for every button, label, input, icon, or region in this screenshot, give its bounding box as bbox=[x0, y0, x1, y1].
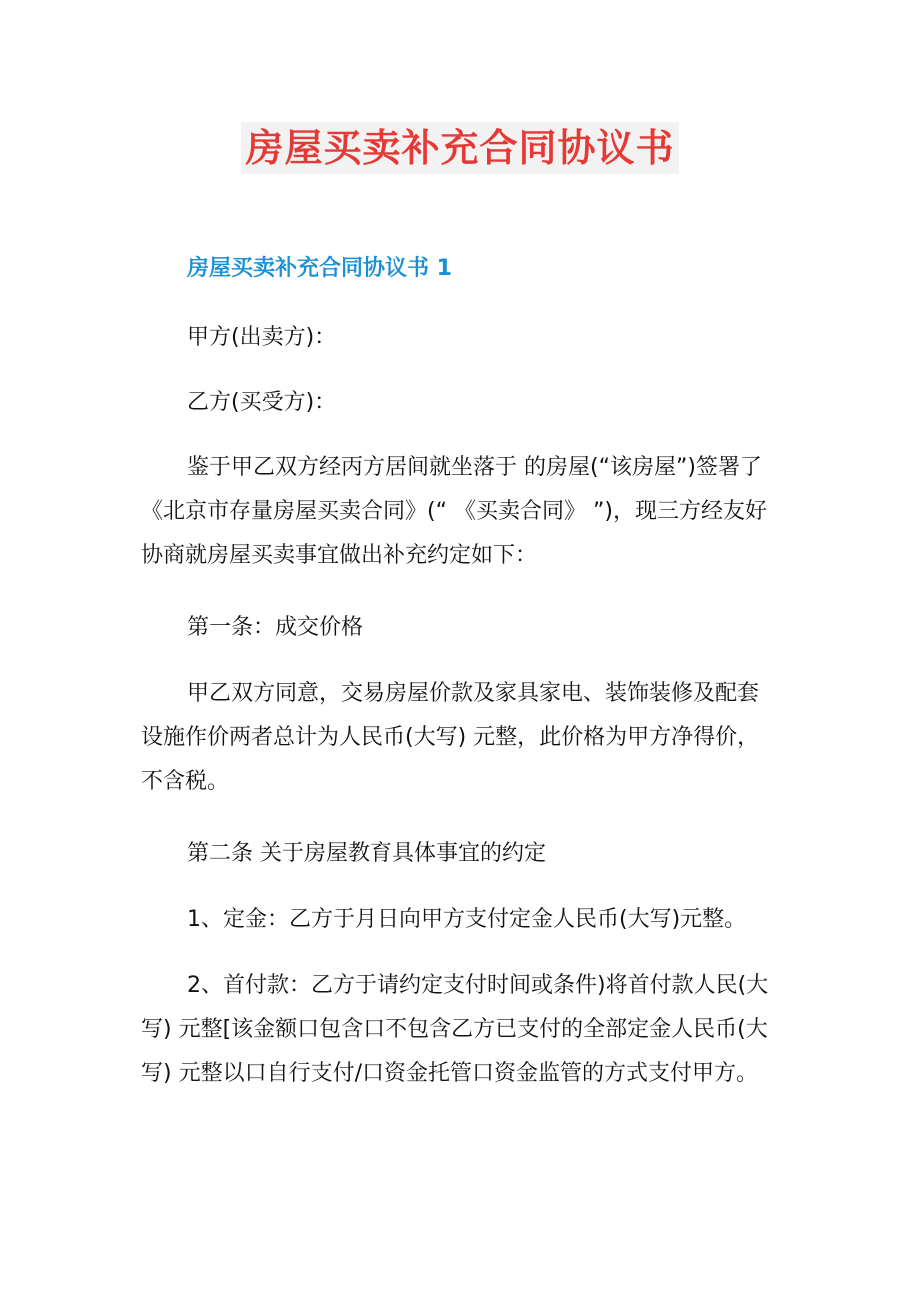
paragraph-article-1-heading: 第一条：成交价格 bbox=[187, 615, 364, 640]
paragraph-article-2-heading: 第二条 关于房屋教育具体事宜的约定 bbox=[187, 841, 546, 866]
paragraph-preamble: 鉴于甲乙双方经丙方居间就坐落于 的房屋(“该房屋”)签署了《北京市存量房屋买卖合同》(“ 《买卖合同》 ”)，现三方经友好协商就房屋买卖事宜做出补充约定如下： bbox=[141, 455, 767, 568]
paragraph-party-b: 乙方(买受方)： bbox=[187, 390, 337, 415]
paragraph-party-a: 甲方(出卖方)： bbox=[187, 325, 337, 350]
paragraph-deposit: 1、定金：乙方于月日向甲方支付定金人民币(大写)元整。 bbox=[187, 907, 747, 932]
document-title: 房屋买卖补充合同协议书 bbox=[241, 122, 678, 174]
title-container bbox=[0, 122, 920, 174]
paragraph-article-1-body: 甲乙双方同意，交易房屋价款及家具家电、装饰装修及配套设施作价两者总计为人民币(大写) 元整，此价格为甲方净得价，不含税。 bbox=[141, 681, 760, 794]
section-heading: 房屋买卖补充合同协议书 1 bbox=[187, 256, 452, 281]
paragraph-down-payment: 2、首付款：乙方于请约定支付时间或条件)将首付款人民(大 写) 元整[该金额口包含口不包含乙方已支付的全部定金人民币(大 写) 元整以口自行支付/口资金托管口资金监管的方式支付甲方。 bbox=[141, 973, 769, 1086]
